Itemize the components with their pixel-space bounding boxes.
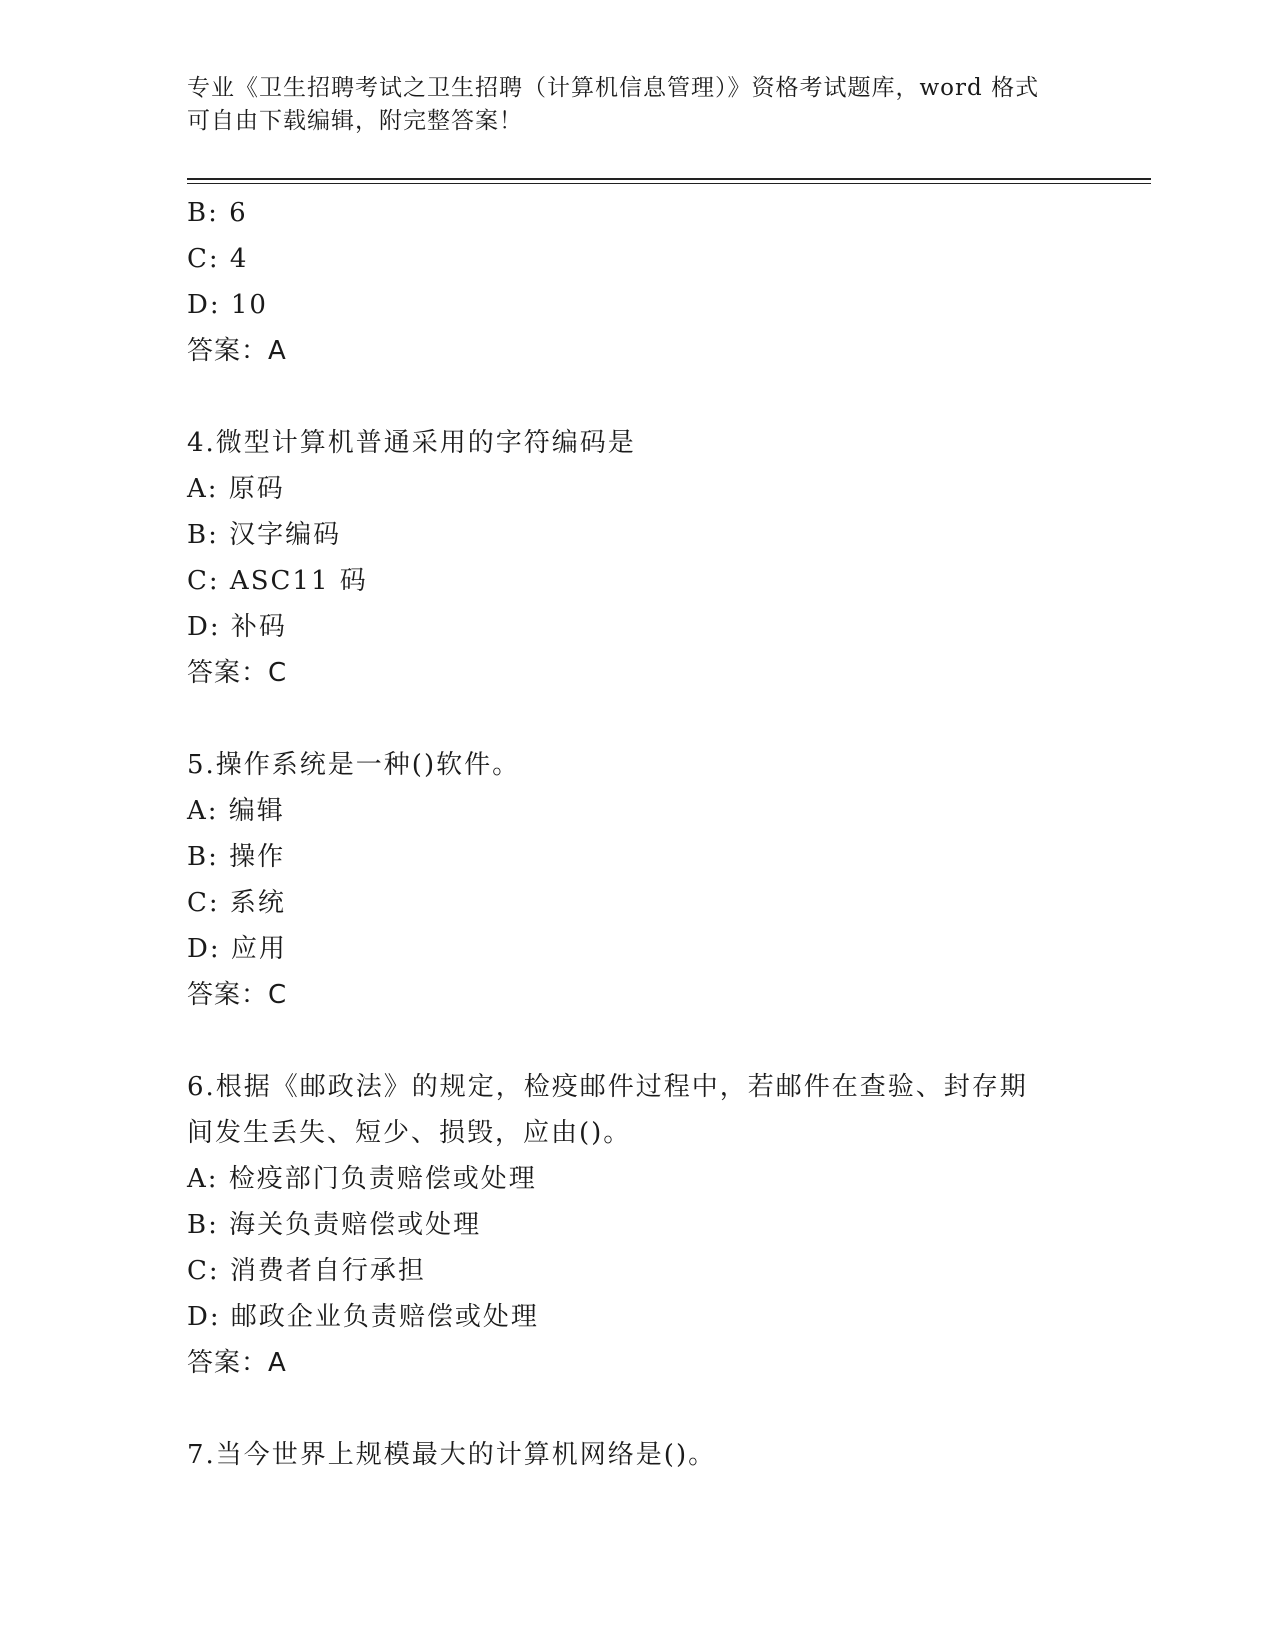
option-d: D: 应用 (187, 934, 287, 964)
option-c: C: 4 (187, 244, 249, 274)
question-text-line-2: 间发生丢失、短少、损毁，应由()。 (187, 1118, 632, 1148)
option-d: D: 补码 (187, 612, 287, 642)
option-b: B: 6 (187, 198, 248, 228)
prev-question-block (187, 190, 1087, 374)
option-a: A: 原码 (187, 474, 285, 504)
question-7-block (187, 1432, 1087, 1478)
header-line-1: 专业《卫生招聘考试之卫生招聘（计算机信息管理）》资格考试题库，word 格式 (187, 75, 1040, 101)
answer: 答案：C (187, 658, 288, 688)
question-text: 4.微型计算机普通采用的字符编码是 (187, 428, 636, 458)
header-line-2: 可自由下载编辑，附完整答案！ (187, 108, 523, 134)
option-b: B: 汉字编码 (187, 520, 342, 550)
answer: 答案：C (187, 980, 288, 1010)
option-a: A: 编辑 (187, 796, 285, 826)
answer: 答案：A (187, 336, 287, 366)
document-header (187, 72, 1067, 138)
option-b: B: 操作 (187, 842, 286, 872)
answer: 答案：A (187, 1348, 287, 1378)
question-4-block (187, 420, 1087, 696)
question-6-block (187, 1064, 1087, 1386)
question-text-line-1: 6.根据《邮政法》的规定，检疫邮件过程中，若邮件在查验、封存期 (187, 1072, 1028, 1102)
option-b: B: 海关负责赔偿或处理 (187, 1210, 482, 1240)
header-divider-thick (187, 178, 1151, 180)
option-d: D: 10 (187, 290, 268, 320)
option-c: C: 消费者自行承担 (187, 1256, 426, 1286)
option-d: D: 邮政企业负责赔偿或处理 (187, 1302, 539, 1332)
question-text: 7.当今世界上规模最大的计算机网络是()。 (187, 1440, 717, 1470)
question-content (187, 190, 1087, 1478)
option-a: A: 检疫部门负责赔偿或处理 (187, 1164, 537, 1194)
option-c: C: ASC11 码 (187, 566, 368, 596)
header-divider-thin (187, 183, 1151, 184)
option-c: C: 系统 (187, 888, 286, 918)
question-text: 5.操作系统是一种()软件。 (187, 750, 521, 780)
question-5-block (187, 742, 1087, 1018)
